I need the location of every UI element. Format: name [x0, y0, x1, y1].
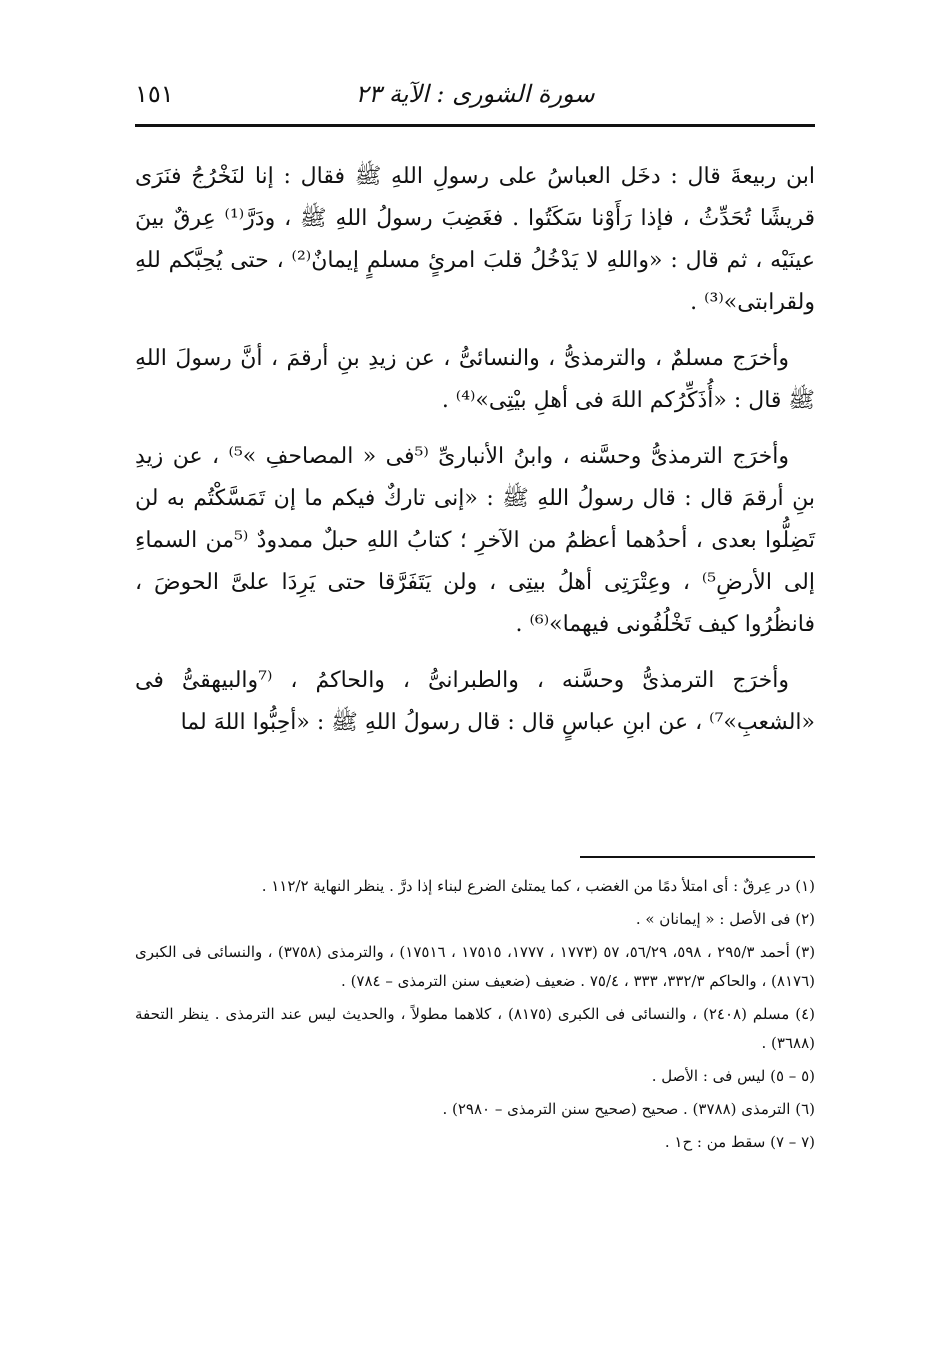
- footnote: (٥ – ٥) ليس فى : الأصل .: [651, 1067, 815, 1085]
- paragraph: ابن ربيعةَ قال : دخَل العباسُ على رسولِ اللهِ ﷺ فقال : إنا لنَخْرُجُ فنَرَى قريشًا تُحَدِّثُ ، فإذا رَأَوْنا سَكَتُوا . فغَضِبَ رسولُ اللهِ ﷺ ، ودَرَّ⁽¹⁾ عِرقٌ بينَ عينَيْه ، ثم قال : «واللهِ لا يَدْخُلُ قلبَ امرئٍ مسلمٍ إيمانٌ⁽²⁾ ، حتى يُحِبَّكم للهِ ولقرابتى»⁽³⁾ .: [135, 164, 816, 315]
- running-title: سورة الشورى : الآية ٢٣: [355, 80, 595, 108]
- paragraph: وأخرَج الترمذىُّ وحسَّنه ، والطبرانىُّ ، والحاكمُ ، ⁽⁷والبيهقىُّ فى «الشعبِ»⁷⁾ ، عن ابنِ عباسٍ قال : قال رسولُ اللهِ ﷺ : «أحِبُّوا اللهَ لما: [135, 668, 815, 735]
- header-rule: [135, 124, 815, 127]
- footnote: (٧ – ٧) سقط من : ح١ .: [664, 1133, 815, 1151]
- paragraph: وأخرَج الترمذىُّ وحسَّنه ، وابنُ الأنبارىِّ ⁽⁵فى « المصاحفِ »⁵⁾ ، عن زيدِ بنِ أرقمَ قال : قال رسولُ اللهِ ﷺ : «إنى تاركٌ فيكم ما إن تَمَسَّكْتُم به لن تَضِلُّوا بعدى ، أحدُهما أعظمُ من الآخرِ ؛ كتابُ اللهِ حبلٌ ممدودٌ ⁽⁵من السماءِ إلى الأرضِ⁵⁾ ، وعِتْرَتِى أهلُ بيتِى ، ولن يَتَفَرَّقا حتى يَرِدَا علىَّ الحوضَ ، فانظُرُوا كيف تَخْلُفُونى فيهما»⁽⁶⁾ .: [135, 444, 816, 637]
- main-text: [135, 156, 815, 758]
- footnote: (٤) مسلم (٢٤٠٨) ، والنسائى فى الكبرى (٨١٧٥) ، كلاهما مطولاً ، والحديث ليس عند الترمذى . ينظر التحفة (٣٦٨٨) .: [135, 1005, 815, 1052]
- paragraph: وأخرَج مسلمٌ ، والترمذىُّ ، والنسائىُّ ، عن زيدِ بنِ أرقمَ ، أنَّ رسولَ اللهِ ﷺ قال : «أُذَكِّرُكم اللهَ فى أهلِ بيْتِى»⁽⁴⁾ .: [135, 346, 815, 413]
- footnote: (٦) الترمذى (٣٧٨٨) . صحيح (صحيح سنن الترمذى – ٢٩٨٠) .: [442, 1100, 815, 1118]
- footnote: (١) در عِرقٌ : أى امتلأ دمًا من الغضب ، كما يمتلئ الضرع لبناء إذا درَّ . ينظر النهاية ١١٢/٢ .: [261, 877, 815, 895]
- page-header: [135, 74, 815, 122]
- footnotes: [135, 872, 815, 1161]
- footnote: (٣) أحمد ٢٩٥/٣ ، ٥٩٨، ٥٦/٢٩، ٥٧ (١٧٧٣ ، ١٧٧٧، ١٧٥١٥ ، ١٧٥١٦) ، والترمذى (٣٧٥٨) ، والنسائى فى الكبرى (٨١٧٦) ، والحاكم ٣٣٢/٣، ٣٣٣ ، ٧٥/٤ . ضعيف (ضعيف سنن الترمذى – ٧٨٤) .: [135, 943, 816, 990]
- page-number: ١٥١: [135, 80, 174, 108]
- footnote-rule: [580, 856, 815, 858]
- footnote: (٢) فى الأصل : « إيمانان » .: [635, 910, 815, 928]
